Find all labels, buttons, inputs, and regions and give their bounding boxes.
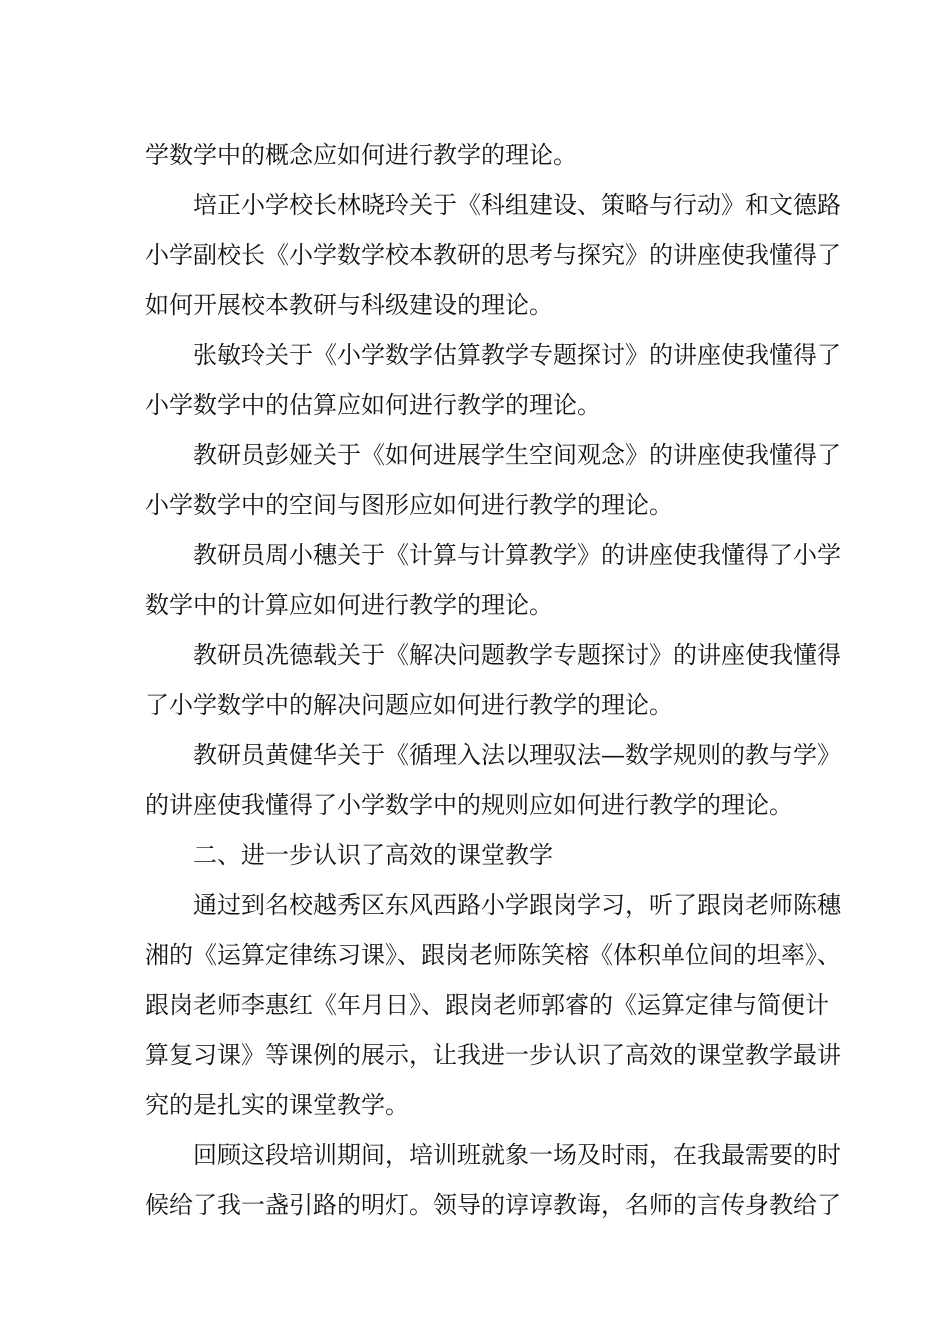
text-line: 究的是扎实的课堂教学。	[145, 1091, 409, 1119]
text-line: 湘的《运算定律练习课》、跟岗老师陈笑榕《体积单位间的坦率》、	[145, 941, 841, 969]
text-line: 跟岗老师李惠红《年月日》、跟岗老师郭睿的《运算定律与简便计	[145, 991, 829, 1019]
text-line: 小学副校长《小学数学校本教研的思考与探究》的讲座使我懂得了	[145, 241, 841, 269]
paragraph-start-line: 通过到名校越秀区东风西路小学跟岗学习，听了跟岗老师陈穗	[193, 891, 841, 919]
paragraph-start-line: 张敏玲关于《小学数学估算教学专题探讨》的讲座使我懂得了	[193, 341, 841, 369]
paragraph-start-line: 教研员黄健华关于《循理入法以理驭法—数学规则的教与学》	[193, 741, 841, 769]
text-line: 的讲座使我懂得了小学数学中的规则应如何进行教学的理论。	[145, 791, 793, 819]
paragraph-start-line: 教研员周小穗关于《计算与计算教学》的讲座使我懂得了小学	[193, 541, 841, 569]
paragraph-start-line: 教研员冼德载关于《解决问题教学专题探讨》的讲座使我懂得	[193, 641, 841, 669]
section-heading: 二、进一步认识了高效的课堂教学	[193, 841, 553, 869]
text-line: 学数学中的概念应如何进行教学的理论。	[145, 141, 577, 169]
text-line: 了小学数学中的解决问题应如何进行教学的理论。	[145, 691, 673, 719]
paragraph-start-line: 培正小学校长林晓玲关于《科组建设、策略与行动》和文德路	[193, 191, 841, 219]
text-line: 数学中的计算应如何进行教学的理论。	[145, 591, 553, 619]
text-line: 小学数学中的估算应如何进行教学的理论。	[145, 391, 601, 419]
paragraph-start-line: 教研员彭娅关于《如何进展学生空间观念》的讲座使我懂得了	[193, 441, 841, 469]
paragraph-start-line: 回顾这段培训期间，培训班就象一场及时雨，在我最需要的时	[193, 1141, 841, 1169]
text-line: 小学数学中的空间与图形应如何进行教学的理论。	[145, 491, 673, 519]
body-text	[145, 130, 841, 1230]
text-line: 算复习课》等课例的展示，让我进一步认识了高效的课堂教学最讲	[145, 1041, 841, 1069]
text-line: 如何开展校本教研与科级建设的理论。	[145, 291, 553, 319]
text-line: 候给了我一盏引路的明灯。领导的谆谆教诲，名师的言传身教给了	[145, 1191, 841, 1219]
